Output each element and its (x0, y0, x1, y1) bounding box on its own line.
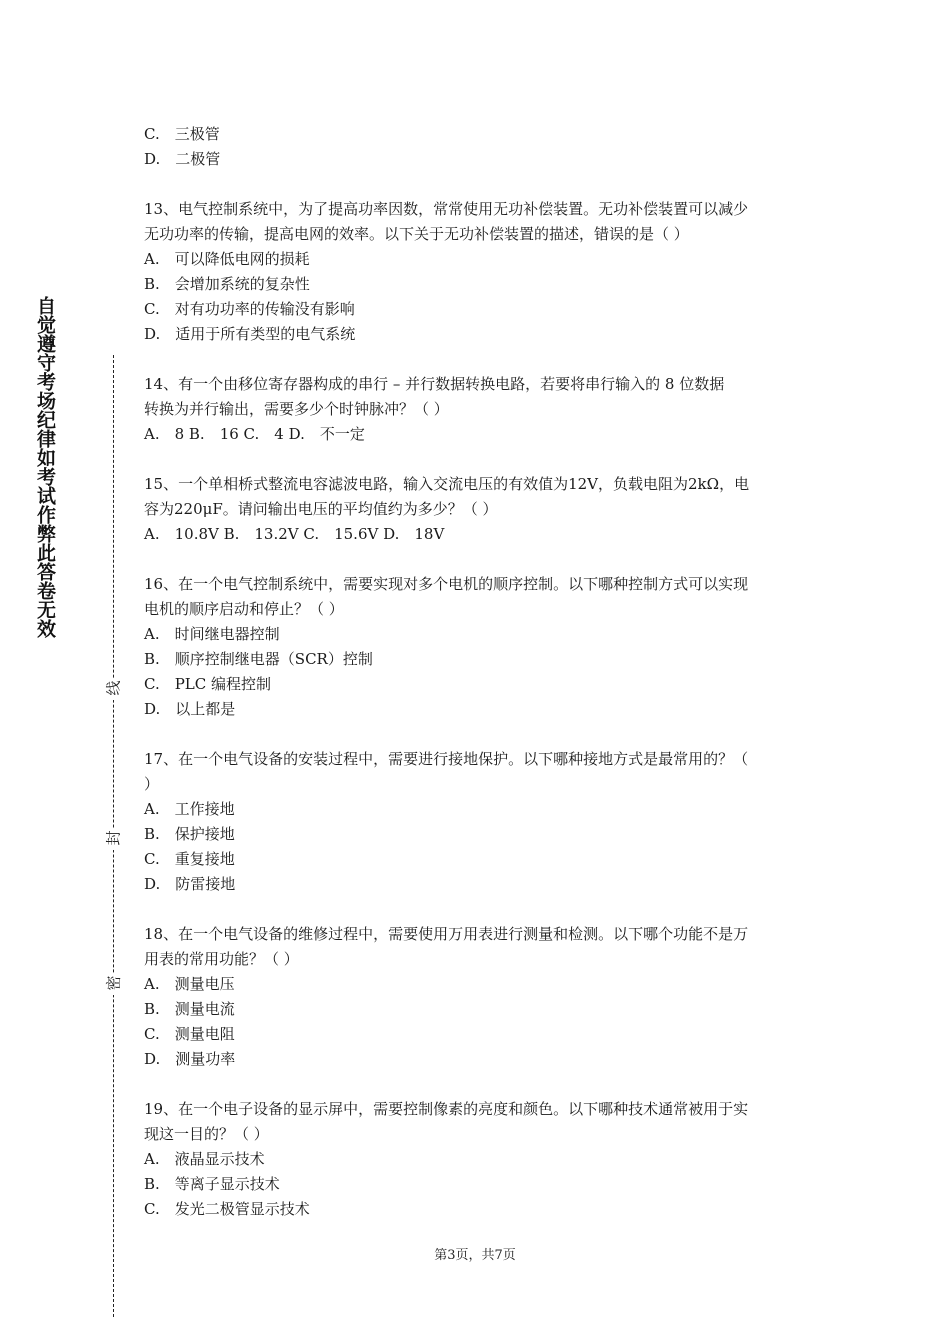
option: D. 以上都是 (144, 700, 236, 718)
question-stem: 用表的常用功能？（ ） (144, 950, 299, 968)
question-16 (144, 572, 809, 722)
question-stem: 转换为并行输出，需要多少个时钟脉冲？（ ） (144, 400, 449, 418)
question-17 (144, 747, 809, 897)
option: A. 工作接地 (144, 800, 235, 818)
page-number: 第3页，共7页 (434, 1248, 516, 1263)
exam-content (144, 122, 809, 1222)
option: B. 顺序控制继电器（SCR）控制 (144, 650, 373, 668)
question-stem: 容为220μF。请问输出电压的平均值约为多少？（ ） (144, 500, 498, 518)
continued-options (144, 122, 809, 172)
option: A. 可以降低电网的损耗 (144, 250, 310, 268)
question-stem: 15、一个单相桥式整流电容滤波电路，输入交流电压的有效值为12V，负载电阻为2kΩ，电 (144, 475, 750, 493)
question-15 (144, 472, 809, 547)
question-stem: ） (144, 775, 160, 793)
option: B. 会增加系统的复杂性 (144, 275, 310, 293)
option: A. 10.8V B. 13.2V C. 15.6V D. 18V (144, 525, 445, 543)
option: D. 防雷接地 (144, 875, 236, 893)
option: C. 三极管 (144, 125, 220, 143)
question-19 (144, 1097, 809, 1222)
question-stem: 13、电气控制系统中，为了提高功率因数，常常使用无功补偿装置。无功补偿装置可以减少 (144, 200, 749, 218)
question-stem: 电机的顺序启动和停止？（ ） (144, 600, 344, 618)
question-13 (144, 197, 809, 347)
seal-mark-secret: 密 (104, 973, 124, 995)
question-stem: 16、在一个电气控制系统中，需要实现对多个电机的顺序控制。以下哪种控制方式可以实现 (144, 575, 749, 593)
question-18 (144, 922, 809, 1072)
question-stem: 无功功率的传输，提高电网的效率。以下关于无功补偿装置的描述，错误的是（ ） (144, 225, 689, 243)
question-stem: 18、在一个电气设备的维修过程中，需要使用万用表进行测量和检测。以下哪个功能不是万 (144, 925, 749, 943)
option: B. 等离子显示技术 (144, 1175, 280, 1193)
question-stem: 现这一目的？（ ） (144, 1125, 269, 1143)
option: B. 测量电流 (144, 1000, 235, 1018)
option: B. 保护接地 (144, 825, 235, 843)
option: C. 重复接地 (144, 850, 235, 868)
question-14 (144, 372, 809, 447)
option: A. 8 B. 16 C. 4 D. 不一定 (144, 425, 365, 443)
seal-mark-line: 线 (104, 678, 124, 700)
exam-discipline-warning: 自觉遵守考场纪律如考试作弊此答卷无效 (34, 296, 56, 638)
seal-mark-seal: 封 (104, 828, 124, 850)
option: C. PLC 编程控制 (144, 675, 272, 693)
question-stem: 19、在一个电子设备的显示屏中，需要控制像素的亮度和颜色。以下哪种技术通常被用于实 (144, 1100, 749, 1118)
option: C. 对有功功率的传输没有影响 (144, 300, 355, 318)
option: C. 测量电阻 (144, 1025, 235, 1043)
option: C. 发光二极管显示技术 (144, 1200, 310, 1218)
option: A. 液晶显示技术 (144, 1150, 265, 1168)
question-stem: 14、有一个由移位寄存器构成的串行 – 并行数据转换电路，若要将串行输入的 8 位数据 (144, 375, 725, 393)
option: D. 二极管 (144, 150, 221, 168)
option: D. 适用于所有类型的电气系统 (144, 325, 356, 343)
option: A. 测量电压 (144, 975, 235, 993)
option: D. 测量功率 (144, 1050, 236, 1068)
question-stem: 17、在一个电气设备的安装过程中，需要进行接地保护。以下哪种接地方式是最常用的？（ (144, 750, 749, 768)
option: A. 时间继电器控制 (144, 625, 280, 643)
